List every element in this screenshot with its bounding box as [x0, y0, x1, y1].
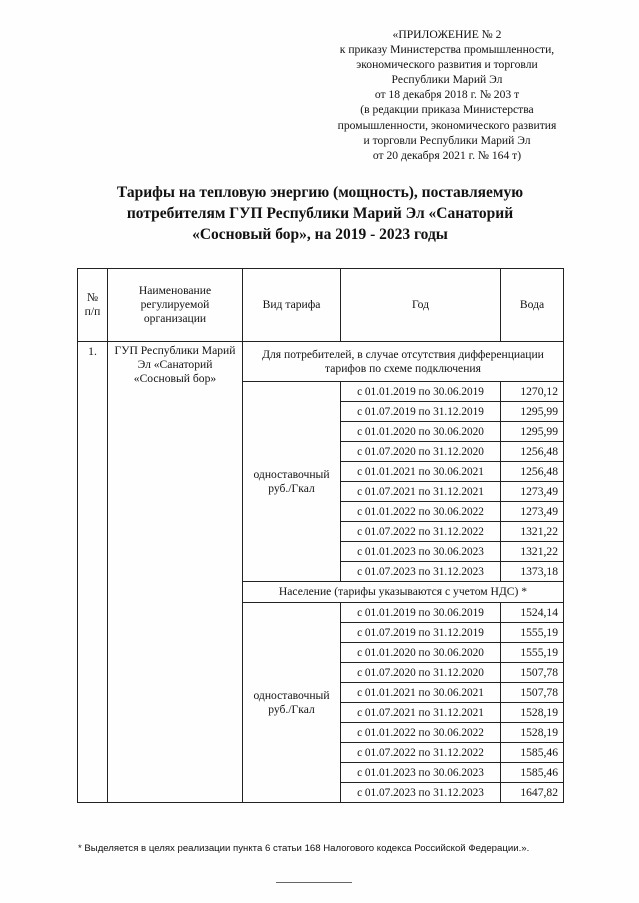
value-cell: 1507,78 — [501, 683, 564, 703]
value-cell: 1256,48 — [501, 462, 564, 482]
appendix-header — [312, 27, 582, 163]
tariff-type: одноставочный руб./Гкал — [243, 382, 341, 582]
header-num: № п/п — [78, 269, 108, 342]
value-cell: 1528,19 — [501, 723, 564, 743]
period-cell: с 01.07.2022 по 31.12.2022 — [341, 522, 501, 542]
section-row — [78, 342, 564, 382]
header-line: «ПРИЛОЖЕНИЕ № 2 — [392, 28, 502, 41]
period-cell: с 01.01.2019 по 30.06.2019 — [341, 382, 501, 402]
period-cell: с 01.07.2021 по 31.12.2021 — [341, 482, 501, 502]
period-cell: с 01.01.2022 по 30.06.2022 — [341, 502, 501, 522]
value-cell: 1295,99 — [501, 402, 564, 422]
organization-name: ГУП Республики Марий Эл «Санаторий «Сосновый бор» — [108, 342, 243, 803]
value-cell: 1256,48 — [501, 442, 564, 462]
value-cell: 1273,49 — [501, 482, 564, 502]
value-cell: 1585,46 — [501, 743, 564, 763]
header-line: экономического развития и торговли — [356, 58, 538, 72]
value-cell: 1321,22 — [501, 522, 564, 542]
header-line: к приказу Министерства промышленности, — [339, 43, 555, 57]
value-cell: 1555,19 — [501, 623, 564, 643]
value-cell: 1647,82 — [501, 783, 564, 803]
value-cell: 1373,18 — [501, 562, 564, 582]
value-cell: 1321,22 — [501, 542, 564, 562]
period-cell: с 01.01.2023 по 30.06.2023 — [341, 763, 501, 783]
value-cell: 1555,19 — [501, 643, 564, 663]
value-cell: 1295,99 — [501, 422, 564, 442]
header-line: и торговли Республики Марий Эл — [363, 133, 531, 147]
document-title — [60, 182, 580, 245]
period-cell: с 01.01.2023 по 30.06.2023 — [341, 542, 501, 562]
value-cell: 1524,14 — [501, 603, 564, 623]
header-year: Год — [341, 269, 501, 342]
period-cell: с 01.07.2019 по 31.12.2019 — [341, 402, 501, 422]
value-cell: 1270,12 — [501, 382, 564, 402]
header-line: (в редакции приказа Министерства — [360, 103, 534, 117]
footnote: * Выделяется в целях реализации пункта 6 статьи 168 Налогового кодекса Российской Федерации.». — [78, 843, 530, 854]
divider — [276, 882, 352, 883]
period-cell: с 01.01.2022 по 30.06.2022 — [341, 723, 501, 743]
period-cell: с 01.07.2022 по 31.12.2022 — [341, 743, 501, 763]
header-line: от 18 декабря 2018 г. № 203 т — [374, 88, 520, 102]
period-cell: с 01.01.2019 по 30.06.2019 — [341, 603, 501, 623]
table-header-row — [78, 269, 564, 342]
period-cell: с 01.07.2019 по 31.12.2019 — [341, 623, 501, 643]
period-cell: с 01.07.2020 по 31.12.2020 — [341, 442, 501, 462]
section-label: Население (тарифы указываются с учетом НДС) * — [243, 582, 564, 603]
period-cell: с 01.01.2021 по 30.06.2021 — [341, 462, 501, 482]
tariff-table — [77, 268, 564, 803]
title-line: Тарифы на тепловую энергию (мощность), поставляемую — [116, 184, 524, 201]
period-cell: с 01.01.2020 по 30.06.2020 — [341, 643, 501, 663]
header-water: Вода — [501, 269, 564, 342]
header-line: Республики Марий Эл — [391, 73, 503, 87]
header-tariff-type: Вид тарифа — [243, 269, 341, 342]
header-org: Наименование регулируемой организации — [108, 269, 243, 342]
title-line: потребителям ГУП Республики Марий Эл «Санаторий — [126, 205, 514, 222]
header-line: от 20 декабря 2021 г. № 164 т) — [372, 148, 522, 162]
title-line: «Сосновый бор», на 2019 - 2023 годы — [192, 226, 448, 243]
period-cell: с 01.07.2021 по 31.12.2021 — [341, 703, 501, 723]
period-cell: с 01.07.2023 по 31.12.2023 — [341, 783, 501, 803]
value-cell: 1507,78 — [501, 663, 564, 683]
period-cell: с 01.07.2020 по 31.12.2020 — [341, 663, 501, 683]
value-cell: 1585,46 — [501, 763, 564, 783]
section-label: Для потребителей, в случае отсутствия дифференциации тарифов по схеме подключения — [243, 342, 564, 382]
header-line: промышленности, экономического развития — [337, 118, 557, 132]
period-cell: с 01.01.2020 по 30.06.2020 — [341, 422, 501, 442]
period-cell: с 01.07.2023 по 31.12.2023 — [341, 562, 501, 582]
tariff-type: одноставочный руб./Гкал — [243, 603, 341, 803]
row-number: 1. — [78, 342, 108, 803]
value-cell: 1273,49 — [501, 502, 564, 522]
period-cell: с 01.01.2021 по 30.06.2021 — [341, 683, 501, 703]
value-cell: 1528,19 — [501, 703, 564, 723]
